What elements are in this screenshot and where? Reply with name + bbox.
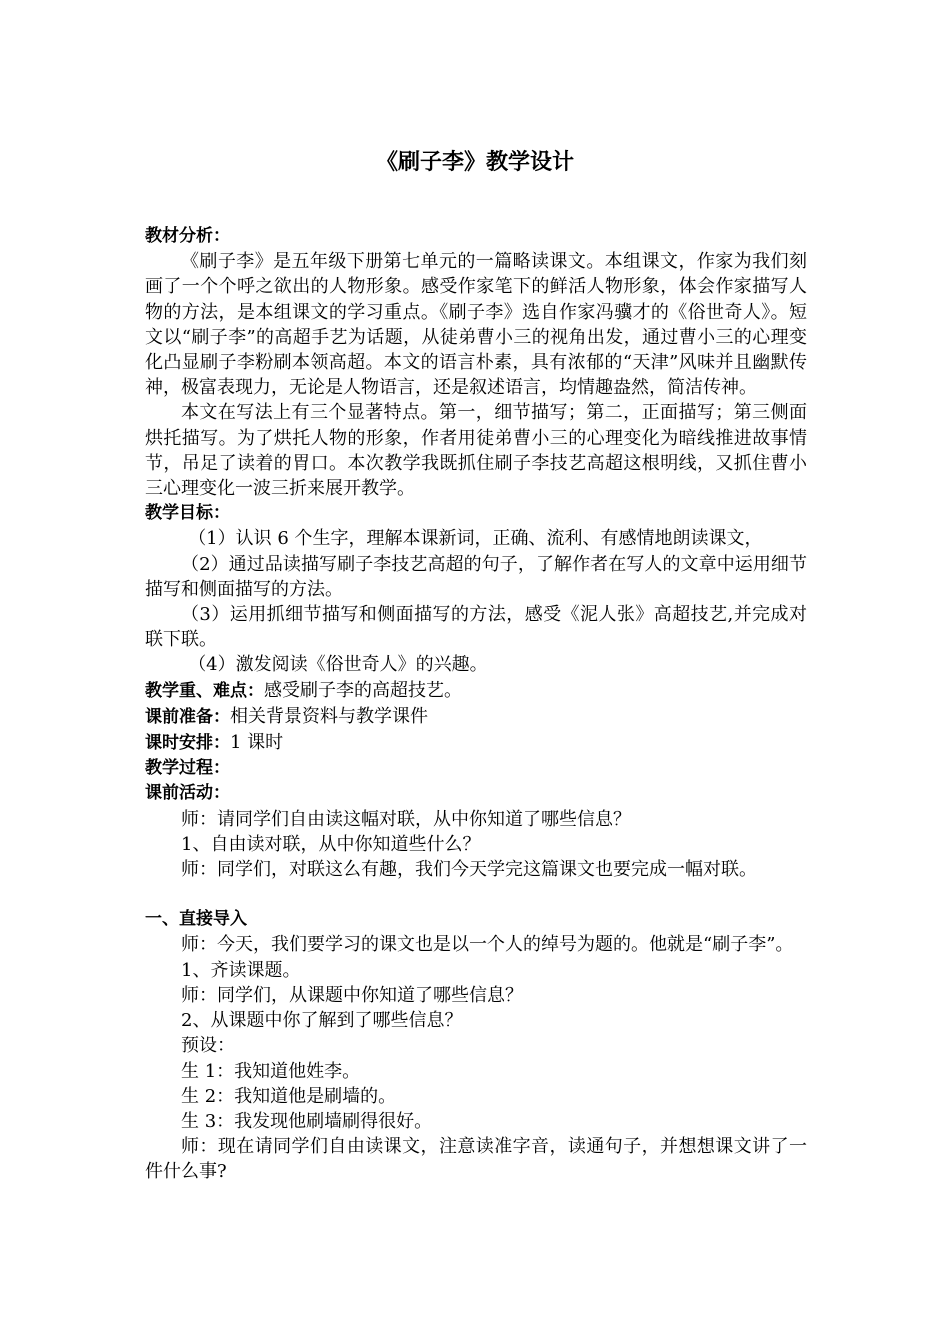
goal-item-4: （4）激发阅读《俗世奇人》的兴趣。: [188, 654, 488, 676]
analysis-heading: 教材分析：: [145, 226, 230, 246]
analysis-paragraph-1: 《刷子李》是五年级下册第七单元的一篇略读课文。本组课文，作家为我们刻画了一个个呼之欲出的人物形象。感受作家笔下的鲜活人物形象，体会作家描写人物的方法，是本组课文的学习重点。《刷子李》选自作家冯骥才的《俗世奇人》。短文以“刷子李”的高超手艺为话题，从徒弟曹小三的视角出发，通过曹小三的心理变化凸显刷子李粉刷本领高超。本文的语言朴素，具有浓郁的“天津”风味并且幽默传神，极富表现力，无论是人物语言，还是叙述语言，均情趣盎然，简洁传神。: [145, 251, 807, 399]
prep-value: 相关背景资料与教学课件: [230, 705, 428, 727]
keypoints-label: 教学重、难点：: [145, 680, 264, 701]
section1-line-7: 生 2：我知道他是刷墙的。: [181, 1085, 397, 1107]
section1-line-8: 生 3：我发现他刷墙刷得很好。: [181, 1110, 433, 1132]
keypoints-line: [145, 678, 807, 704]
schedule-label: 课时安排：: [145, 733, 230, 754]
document-body: [145, 224, 807, 1185]
section1-line-5: 预设：: [181, 1035, 235, 1057]
section1-line-4: 2、从课题中你了解到了哪些信息？: [181, 1010, 463, 1032]
prep-line: [145, 704, 807, 730]
section-spacer: [145, 882, 807, 907]
goal-item-1: （1）认识 6 个生字，理解本课新词，正确、流利、有感情地朗读课文，: [188, 528, 763, 550]
preclass-heading: 课前活动：: [145, 783, 230, 804]
section1-line-6: 生 1：我知道他姓李。: [181, 1060, 361, 1082]
prep-label: 课前准备：: [145, 706, 230, 727]
section1-line-1: 师：今天，我们要学习的课文也是以一个人的绰号为题的。他就是“刷子李”。: [181, 934, 794, 956]
preclass-line-1: 师：请同学们自由读这幅对联，从中你知道了哪些信息？: [181, 808, 631, 830]
schedule-value: 1 课时: [230, 732, 284, 754]
analysis-paragraph-2: 本文在写法上有三个显著特点。第一，细节描写；第二，正面描写；第三侧面烘托描写。为了烘托人物的形象，作者用徒弟曹小三的心理变化为暗线推进故事情节，吊足了读着的胃口。本次教学我既抓住刷子李技艺高超这根明线，又抓住曹小三心理变化一波三折来展开教学。: [145, 402, 807, 500]
goals-heading: 教学目标：: [145, 503, 230, 524]
section1-line-9: 师：现在请同学们自由读课文，注意读准字音，读通句子，并想想课文讲了一件什么事?: [145, 1136, 807, 1183]
process-heading: 教学过程：: [145, 758, 230, 779]
schedule-line: [145, 730, 807, 756]
preclass-line-2: 1、自由读对联，从中你知道些什么？: [181, 833, 481, 855]
section1-heading: 一、直接导入: [145, 909, 247, 930]
preclass-line-3: 师：同学们，对联这么有趣，我们今天学完这篇课文也要完成一幅对联。: [181, 859, 757, 881]
goal-item-2: （2）通过品读描写刷子李技艺高超的句子，了解作者在写人的文章中运用细节描写和侧面描写的方法。: [145, 553, 807, 600]
document-title: 《刷子李》教学设计: [375, 150, 574, 175]
keypoints-value: 感受刷子李的高超技艺。: [264, 679, 462, 701]
section1-line-3: 师：同学们，从课题中你知道了哪些信息？: [181, 984, 523, 1006]
section1-line-2: 1、齐读课题。: [181, 959, 301, 981]
goal-item-3: （3）运用抓细节描写和侧面描写的方法，感受《泥人张》高超技艺,并完成对联下联。: [145, 604, 807, 651]
